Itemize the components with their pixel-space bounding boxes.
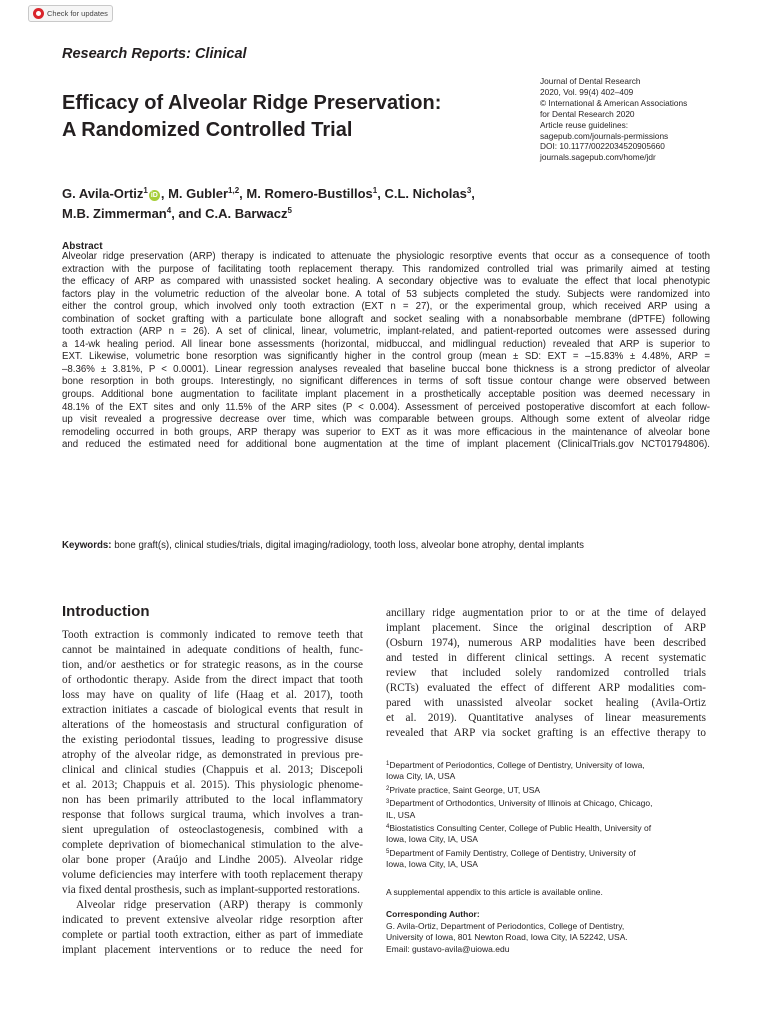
body-line: via fixed dental prosthesis, such as implant-supported restorations.: [62, 884, 360, 896]
author-affiliation: 1,2: [228, 186, 240, 195]
body-line: the existing periodontal tissues, leading to progressive disuse: [62, 734, 363, 746]
abstract-body: [62, 251, 710, 452]
keywords-text: bone graft(s), clinical studies/trials, digital imaging/radiology, tooth loss, alveolar bone atrophy, dental implants: [114, 540, 584, 551]
affiliation-text: Department of Periodontics, College of Dentistry, University of Iowa,: [389, 760, 645, 770]
affiliation-text: IL, USA: [386, 809, 416, 820]
abstract-line: the efficacy of ARP as compared with unassisted socket healing. A secondary objective was to evaluate the effect that local phenotypic: [62, 276, 710, 288]
abstract-line: and reduced the estimated need for additional bone augmentation at the time of implant placement (ClinicalTrials.gov NCT01794806).: [62, 439, 710, 451]
affiliation-text: Iowa City, IA, USA: [386, 771, 456, 782]
affiliation-number: 5: [386, 848, 390, 855]
body-line: clinical and clinical studies (Chappuis et al. 2013; Discepoli: [62, 764, 363, 776]
abstract-line: –8.36% ± 3.81%, P < 0.0001). Linear regression analyses revealed that baseline buccal bone thickness is a strong predictor of alveolar: [62, 363, 710, 375]
body-line: tion, and/or aesthetics or for strategic reasons, as in the course: [62, 659, 363, 671]
affiliation-text: Iowa, Iowa City, IA, USA: [386, 834, 478, 845]
author-name: M.B. Zimmerman: [62, 206, 167, 221]
badge-label: Check for updates: [47, 9, 108, 18]
body-line: non has been primarily attributed to the local inflammatory: [62, 794, 363, 806]
affiliation-text: Department of Orthodontics, University of Illinois at Chicago, Chicago,: [389, 798, 653, 809]
body-line: Tooth extraction is commonly indicated to remove teeth that: [62, 629, 363, 641]
body-line: review that included solely randomized controlled trials: [386, 667, 706, 679]
abstract-heading: Abstract: [62, 241, 103, 252]
affiliation-item: [386, 785, 716, 796]
introduction-left-column: [62, 628, 363, 958]
abstract-line: Alveolar ridge preservation (ARP) therapy is indicated to attenuate the physiologic resorptive events that occur as a consequence of tooth: [62, 251, 710, 262]
reuse-label: Article reuse guidelines:: [540, 119, 629, 130]
keywords-label: Keywords:: [62, 540, 112, 551]
body-line: (Osburn 1974), numerous ARP modalities have been described: [386, 637, 706, 649]
introduction-right-column: [386, 606, 706, 741]
body-line: implant placement. Since the original description of ARP: [386, 622, 706, 634]
author-name: C.A. Barwacz: [205, 206, 288, 221]
body-line: cannot be maintained in adequate conditions of health, func-: [62, 644, 363, 656]
body-line: et al. 2013; Chappuis et al. 2015). This physiologic phenome-: [62, 779, 363, 791]
copyright: © International & American Associations: [540, 97, 688, 108]
affiliation-number: 3: [386, 799, 390, 806]
body-line: and tested in different clinical settings. A recent systematic: [386, 652, 706, 664]
abstract-line: either the control group, which involved only tooth extraction (EXT n = 27), or the experimental group, which received ARP using a: [62, 301, 710, 313]
abstract-line: remodeling occurred in both groups, ARP therapy was superior to EXT as it was more efficacious in the maintenance of alveolar bone: [62, 426, 710, 438]
abstract-line: groups. Additional bone augmentation to facilitate implant placement in a prosthetically acceptable position was deemed necessary in: [62, 389, 710, 401]
affiliation-item: [386, 823, 716, 846]
section-label: Research Reports: Clinical: [62, 46, 247, 62]
body-line: response that follows surgical trauma, which involves a tran-: [62, 809, 363, 821]
author-affiliation: 4: [166, 206, 172, 215]
body-line: implant placement interventions or to reduce the need for: [62, 944, 363, 956]
copyright-cont: for Dental Research 2020: [540, 108, 635, 119]
affiliation-number: 1: [386, 761, 390, 767]
crossmark-icon: [33, 8, 44, 19]
corresponding-line: G. Avila-Ortiz, Department of Periodontics, College of Dentistry,: [386, 921, 625, 931]
body-line: revealed that ARP via socket grafting is an effective therapy to: [386, 727, 706, 739]
body-line: of orthodontic therapy. Aside from the direct impact that tooth: [62, 674, 363, 686]
affiliations: [386, 760, 716, 873]
doi[interactable]: DOI: 10.1177/0022034520905660: [540, 141, 665, 152]
affiliation-text: Department of Family Dentistry, College of Dentistry, University of: [389, 847, 636, 858]
abstract-line: extraction with the purpose of facilitating tooth replacement therapy. This randomized controlled trial was primarily aimed at testing: [62, 263, 710, 275]
body-line: loss may have on quality of life (Haag et al. 2017), tooth: [62, 689, 363, 701]
body-line: Alveolar ridge preservation (ARP) therapy is commonly: [76, 899, 363, 911]
author-affiliation: 1: [372, 186, 378, 195]
keywords: [62, 540, 584, 551]
affiliation-text: Biostatistics Consulting Center, College of Public Health, University of: [389, 823, 652, 834]
body-line: sient upregulation of osteoclastogenesis, combined with a: [62, 824, 363, 836]
body-line: ancillary ridge augmentation prior to or at the time of delayed: [386, 607, 706, 619]
corresponding-author-heading: Corresponding Author:: [386, 909, 480, 919]
check-for-updates-badge[interactable]: [28, 5, 113, 22]
affiliation-item: [386, 848, 716, 871]
orcid-icon[interactable]: iD: [150, 192, 158, 199]
abstract-line: a 14-wk healing period. All linear bone assessments (horizontal, midbuccal, and midlingual reduction) revealed that ARP is superior to: [62, 338, 710, 350]
corresponding-author: [386, 921, 628, 955]
abstract-line: 48.1% of the EXT sites and only 11.5% of the ARP sites (P < 0.004). Assessment of perceived postoperative discomfort at each follow-: [62, 401, 710, 413]
abstract-line: tooth extraction (ARP n = 26). A set of clinical, linear, volumetric, implant-related, and patient-reported outcomes were assessed during: [62, 326, 710, 338]
author-affiliation: 3: [466, 186, 472, 195]
author-affiliation: 1: [143, 186, 148, 195]
reuse-link[interactable]: sagepub.com/journals-permissions: [540, 130, 669, 141]
body-line: volume deficiencies may interfere with tooth replacement therapy: [62, 869, 363, 881]
body-line: et al. 2019). Quantitative analyses of linear measurements: [386, 712, 706, 724]
body-line: pared with unassisted alveolar socket healing (Avila-Ortiz: [386, 697, 706, 709]
body-line: atrophy of the alveolar ridge, as demonstrated in previous pre-: [62, 749, 363, 761]
affiliation-number: 4: [386, 824, 390, 831]
affiliation-text: Private practice, Saint George, UT, USA: [389, 784, 541, 795]
article-title: [62, 90, 522, 144]
abstract-line: factors play in the volumetric reduction of the alveolar bone. A total of 53 subjects completed the study. Subjects were randomized into: [62, 288, 710, 300]
body-line: indicated to prevent extensive alveolar ridge resorption after: [62, 914, 363, 926]
body-line: complete deprivation of biomechanical stimulation to the alve-: [62, 839, 363, 851]
abstract-line: bone resorption in both groups. Interestingly, no significant differences in terms of soft tissue contour change were observed between: [62, 376, 710, 388]
body-line: complete or partial tooth extraction, either as part of immediate: [62, 929, 363, 941]
journal-name: Journal of Dental Research: [540, 76, 641, 86]
author-name: M. Romero-Bustillos: [246, 186, 373, 201]
body-line: (RCTs) evaluated the effect of different ARP modalities com-: [386, 682, 706, 694]
body-line: extraction initiates a cascade of biological events that result in: [62, 704, 363, 716]
abstract-line: up visit revealed a progressive decrease over time, which was comparable between groups. Although some extent of alveolar ridge: [62, 414, 710, 426]
author-list: G. Avila-Ortiz$^1$iD , M. Gubler$^{1,2}$, M. Romero-Bustillos$^1$, C.L. Nicholas$^3$, M.B. Zimmerman$^4$, and C.A. Barwacz$^5$: [62, 186, 475, 221]
title-line: Efficacy of Alveolar Ridge Preservation:: [62, 92, 442, 114]
abstract-line: EXT. Likewise, volumetric bone resorption was significantly higher in the control group (mean ± SD: EXT = –15.83% ± 4.48%, ARP =: [62, 351, 710, 363]
body-line: olar bone proper (Araújo and Lindhe 2005). Alveolar ridge: [62, 854, 363, 866]
journal-homepage-link[interactable]: journals.sagepub.com/home/jdr: [540, 152, 656, 163]
author-name: G. Avila-Ortiz: [62, 186, 144, 201]
supplemental-note: A supplemental appendix to this article is available online.: [386, 887, 603, 897]
title-line: A Randomized Controlled Trial: [62, 119, 353, 141]
affiliation-item: [386, 760, 716, 783]
abstract-line: combination of socket grafting with a particulate bone allograft and socket sealing with a nonabsorbable membrane (dPTFE) following: [62, 313, 710, 325]
journal-info: [540, 76, 740, 163]
author-name: M. Gubler: [168, 186, 229, 201]
body-line: alterations of the homeostasis and structural configuration of: [62, 719, 363, 731]
author-affiliation: 5: [287, 206, 292, 215]
affiliation-number: 2: [386, 785, 390, 792]
affiliation-item: [386, 798, 716, 821]
author-name: C.L. Nicholas: [384, 186, 467, 201]
affiliation-text: Iowa, Iowa City, IA, USA: [386, 859, 478, 870]
corresponding-email[interactable]: Email: gustavo-avila@uiowa.edu: [386, 943, 510, 954]
journal-volume: 2020, Vol. 99(4) 402–409: [540, 86, 634, 97]
corresponding-line: University of Iowa, 801 Newton Road, Iowa City, IA 52242, USA.: [386, 932, 628, 943]
introduction-heading: Introduction: [62, 603, 150, 620]
